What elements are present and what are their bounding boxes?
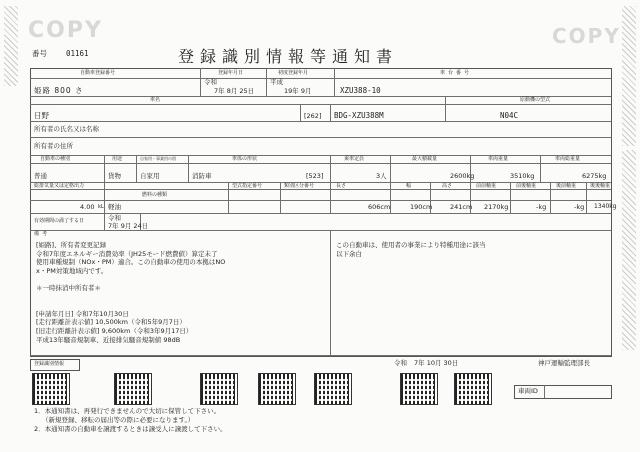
number-label: 番号 [32,49,47,58]
fuel-label: 燃料の種類 [142,192,168,198]
width: 190cm [410,203,433,211]
max-load: 2600kg [450,172,475,180]
model-spec-label: 型式指定番号 [232,183,263,189]
qr-code [454,373,492,405]
copy-watermark: COPY [552,24,621,48]
reg-number: 姫路 800 さ [34,86,84,95]
qr-section-label: 登録識別情報 [34,361,65,367]
model-code: [262] [304,112,322,120]
capacity: 3人 [376,172,387,180]
rear-axle-weight: 1340kg [594,203,617,210]
qr-code [258,373,296,405]
qr-code [200,373,238,405]
body-shape: 消防車 [192,172,212,180]
issuer: 神戸運輸監理部長 [538,359,590,367]
front-axle-label: 前前軸重 [476,183,497,189]
self-business: 自家用 [140,172,160,180]
document-number: 01161 [66,49,89,58]
note-line [36,300,328,309]
reg-date-label: 登録年月日 [218,70,244,76]
length: 606cm [368,203,391,211]
first-reg-date: 19年 9月 [284,87,312,95]
document-title: 登録識別情報等通知書 [178,47,399,66]
footer-line: （新規登録、移転の届出等の際に必要になります。） [42,416,195,424]
note-line: [旧走行距離計表示値] 9,600km（令和3年9月17日） [36,326,193,335]
expiry-label: 有効期間の満了する日 [34,218,85,224]
rear-front-axle-label: 後前軸重 [556,183,577,189]
owner-name-label: 所有者の氏名又は名称 [34,125,99,133]
body-shape-label: 車体の形状 [232,156,258,162]
chassis-number: XZU388-10 [340,86,381,95]
footer-line: 1．本通知書は、再発行できませんので大切に保管して下さい。 [34,407,221,415]
issue-era: 令和 [394,359,407,367]
qr-code [32,373,70,405]
reg-date: 7年 8月 25日 [214,87,255,95]
footer-line: 2．本通知書の自動車を譲渡するときは譲受人に譲渡して下さい。 [34,425,227,433]
vehicle-weight-label: 車両重量 [488,156,509,162]
displacement: 4.00 [80,203,95,211]
car-name: 日野 [34,111,49,120]
use: 貨物 [108,172,121,180]
note-line: 使用車種規制（NOx・PM）適合。この自動車の使用の本拠はNO [36,258,226,267]
reg-number-label: 自動車登録番号 [80,70,116,76]
owner-address-label: 所有者の住所 [34,142,73,150]
self-business-label: 自家用・事業用の別 [140,156,176,161]
note-line [36,274,328,283]
reg-era: 令和 [204,78,217,86]
first-reg-label: 初度登録年月 [278,70,309,76]
notes-right-block [336,240,606,257]
engine-type: N04C [500,111,519,120]
vehicle-type-label: 自動車の種別 [40,156,71,162]
note-right-line: 以下余白 [336,249,362,258]
note-line: 令和7年度エネルギー消費効率（JH25モード燃費値）算定未了 [36,249,218,258]
border-pattern [4,6,18,86]
height-label: 高さ [442,183,453,189]
notes-label: 備考 [34,231,51,237]
height: 241cm [450,203,473,211]
fuel-type: 軽油 [108,203,121,211]
model: BDG-XZU388M [334,111,384,120]
length-label: 長さ [336,183,347,189]
front-rear-axle-label: 前後軸重 [516,183,537,189]
note-line: [走行距離計表示値] 10,500km（令和5年9月7日） [36,318,186,327]
note-right-line: この自動車は、使用者の事業により特種用途に該当 [336,241,486,249]
capacity-label: 乗車定員 [344,156,365,162]
rear-front-axle-weight: -kg [574,203,585,211]
displacement-unit: kL [98,204,104,210]
gross-weight: 6275kg [582,172,607,180]
car-name-label: 車名 [150,97,161,103]
front-axle-weight: 2170kg [484,203,509,211]
use-label: 用途 [112,156,123,162]
vehicle-id-label: 車両ID [518,387,538,395]
note-line [36,292,328,301]
expiry-date: 7年 9月 24日 [108,222,149,230]
width-label: 幅 [406,183,412,189]
note-line: ＊一時抹消中所有者＊ [36,283,101,292]
front-rear-axle-weight: -kg [536,203,547,211]
gross-weight-label: 車両総重量 [555,156,581,162]
chassis-label: 車台番号 [440,70,473,76]
expiry-era: 令和 [108,214,121,222]
body-shape-code: [523] [306,172,324,180]
vehicle-weight: 3510kg [510,172,535,180]
footer-notes [34,406,574,433]
qr-code [400,373,438,405]
note-line: [申請年月日] 令和7年10月30日 [36,309,129,318]
class-number-label: 類別区分番号 [284,183,315,189]
first-reg-era: 平成 [270,78,283,86]
qr-code [114,373,152,405]
rear-axle-label: 後後軸重 [590,183,611,189]
issue-date: 7年 10月 30日 [414,359,459,367]
max-load-label: 最大積載量 [412,156,438,162]
copy-watermark: COPY [28,18,103,43]
qr-code [314,373,352,405]
vehicle-type: 普通 [34,172,47,180]
engine-type-label: 原動機の型式 [520,97,551,103]
border-pattern [622,150,636,350]
note-line: [姫路]、所有者変更記録 [36,241,107,249]
displacement-label: 総排気量又は定格出力 [34,183,85,189]
note-line: 平成13年騒音規制車、近接排気騒音規制値 98dB [36,335,181,344]
border-pattern [622,6,636,146]
note-line: x・PM対策地域内です。 [36,266,108,275]
notes-block [36,240,328,343]
